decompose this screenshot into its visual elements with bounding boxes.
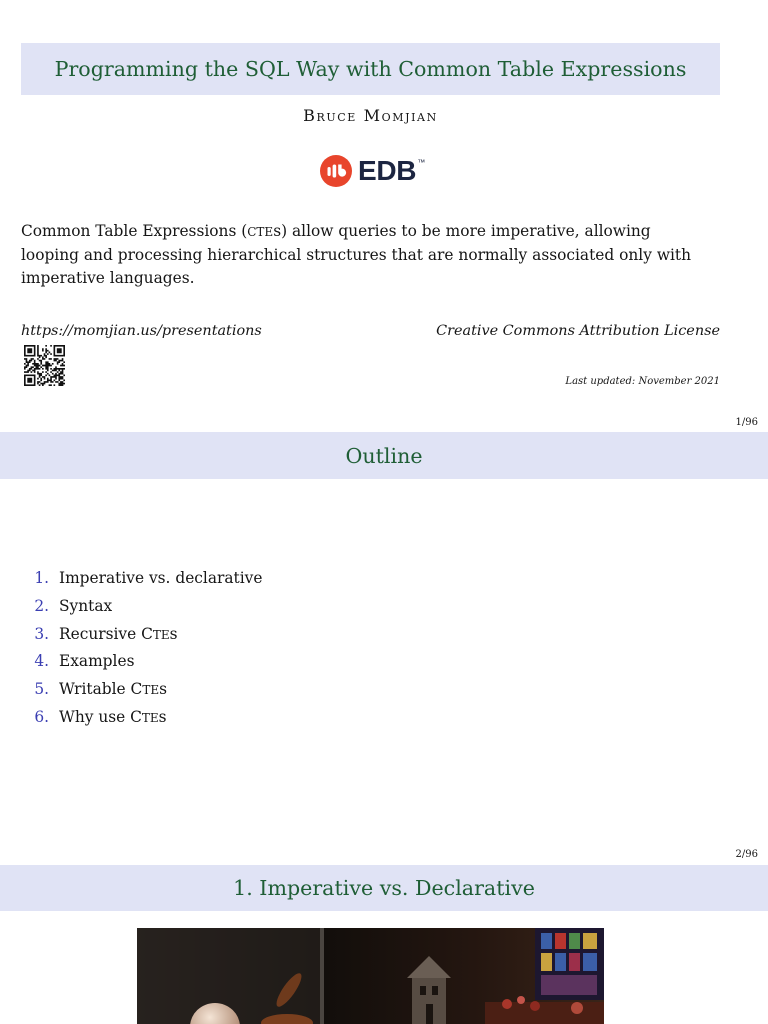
glass-pane xyxy=(583,933,597,949)
house-window xyxy=(432,986,438,995)
outline-item[interactable] xyxy=(0,621,262,649)
license-link[interactable]: Creative Commons Attribution License xyxy=(436,323,720,339)
outline-heading: Outline xyxy=(0,432,768,479)
photo-flower xyxy=(517,996,525,1004)
outline-item-label: Why use CTEs xyxy=(59,707,167,726)
author-name: Bruce Momjian xyxy=(303,106,438,125)
glass-pane xyxy=(541,953,552,971)
small-caps-text: TE xyxy=(141,710,159,725)
outline-item-label: Writable CTEs xyxy=(59,680,167,699)
outline-item[interactable] xyxy=(0,648,262,676)
presentation-title: Programming the SQL Way with Common Table Expressions xyxy=(21,43,720,95)
outline-item-label: Syntax xyxy=(59,596,113,615)
abstract-line: Common Table Expressions (CTEs) allow queries to be more imperative, allowing xyxy=(21,222,651,240)
outline-item-label: Imperative vs. declarative xyxy=(59,569,263,587)
edb-logo xyxy=(320,155,425,187)
outline-item-label: Recursive CTEs xyxy=(59,624,178,643)
glass-pane xyxy=(569,953,580,971)
title-slide xyxy=(0,0,768,432)
small-caps-text: TE xyxy=(142,683,160,698)
outline-item-number: 1. xyxy=(34,569,49,587)
glass-pane xyxy=(555,933,566,949)
outline-item[interactable] xyxy=(0,593,262,621)
outline-list xyxy=(0,565,262,732)
photo-flower xyxy=(571,1002,583,1014)
outline-item-number: 4. xyxy=(34,652,49,671)
page-number: 1/96 xyxy=(735,417,758,428)
photo-flower xyxy=(502,999,512,1009)
photo-flower xyxy=(530,1001,540,1011)
glass-pane xyxy=(541,975,597,995)
outline-item-number: 3. xyxy=(34,624,49,643)
outline-item-number: 2. xyxy=(34,596,49,615)
logo-trademark: ™ xyxy=(417,158,426,167)
section-heading: 1. Imperative vs. Declarative xyxy=(0,865,768,911)
slide-photo xyxy=(137,928,604,1024)
outline-item[interactable] xyxy=(0,565,262,593)
abstract-line: looping and processing hierarchical structures that are normally associated only with xyxy=(21,246,692,264)
glass-pane xyxy=(569,933,580,949)
outline-item[interactable] xyxy=(0,676,262,704)
house-window xyxy=(420,986,426,995)
glass-pane xyxy=(541,933,552,949)
small-caps-text: CTE xyxy=(247,225,274,239)
edb-logo-icon xyxy=(320,155,352,187)
outline-item-label: Examples xyxy=(59,652,135,671)
logo-mark-bar xyxy=(333,165,337,178)
links-row xyxy=(21,321,720,341)
outline-item-number: 6. xyxy=(34,707,49,726)
logo-wordmark: EDB xyxy=(358,155,417,186)
section-slide xyxy=(0,865,768,1024)
glass-pane xyxy=(555,953,566,971)
last-updated: Last updated: November 2021 xyxy=(565,376,720,387)
outline-slide xyxy=(0,432,768,865)
presentations-url-link[interactable]: https://momjian.us/presentations xyxy=(21,323,262,339)
logo-mark-bar xyxy=(328,167,331,176)
photo-door-frame xyxy=(320,928,324,1024)
page-number: 2/96 xyxy=(735,849,758,860)
glass-pane xyxy=(583,953,597,971)
house-door xyxy=(426,1004,433,1024)
abstract-paragraph xyxy=(21,220,691,290)
small-caps-text: TE xyxy=(152,627,170,642)
outline-item[interactable] xyxy=(0,704,262,732)
outline-item-number: 5. xyxy=(34,680,49,699)
abstract-line: imperative languages. xyxy=(21,269,195,287)
